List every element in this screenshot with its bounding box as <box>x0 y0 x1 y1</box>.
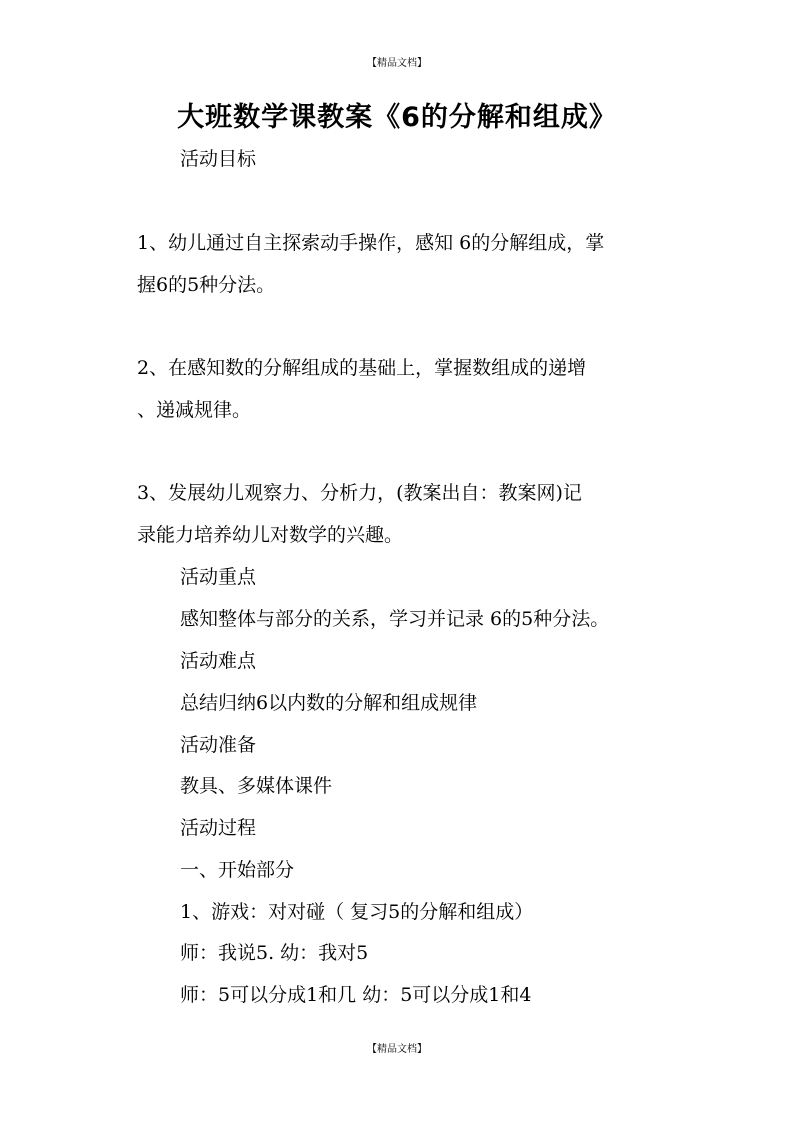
paragraph-line: 录能力培养幼儿对数学的兴趣。 <box>137 524 404 546</box>
section-heading-focus: 活动重点 <box>180 566 257 588</box>
footer-tag: 【精品文档】 <box>367 1044 427 1055</box>
section-heading-difficulty: 活动难点 <box>180 650 257 672</box>
paragraph-line: 一、开始部分 <box>180 859 295 881</box>
paragraph-line: 2、在感知数的分解组成的基础上，掌握数组成的递增 <box>137 357 587 379</box>
paragraph-line: 师：我说5. 幼：我对5 <box>180 942 369 964</box>
paragraph-line: 教具、多媒体课件 <box>180 775 333 797</box>
paragraph-line: 3、发展幼儿观察力、分析力，(教案出自：教案网)记 <box>137 482 582 504</box>
paragraph-line: 、递减规律。 <box>137 399 252 421</box>
paragraph-line: 师：5可以分成1和几 幼：5可以分成1和4 <box>180 984 532 1006</box>
paragraph-line: 感知整体与部分的关系，学习并记录 6的5种分法。 <box>180 608 610 630</box>
paragraph-line: 总结归纳6以内数的分解和组成规律 <box>180 692 478 714</box>
paragraph-line: 1、游戏：对对碰（ 复习5的分解和组成） <box>180 901 534 923</box>
header-tag: 【精品文档】 <box>367 58 427 69</box>
section-heading-objectives: 活动目标 <box>180 148 257 170</box>
paragraph-line: 1、幼儿通过自主探索动手操作，感知 6的分解组成，掌 <box>137 232 605 254</box>
section-heading-process: 活动过程 <box>180 817 257 839</box>
document-title: 大班数学课教案《6的分解和组成》 <box>177 102 617 133</box>
paragraph-line: 握6的5种分法。 <box>137 274 276 296</box>
section-heading-preparation: 活动准备 <box>180 734 257 756</box>
